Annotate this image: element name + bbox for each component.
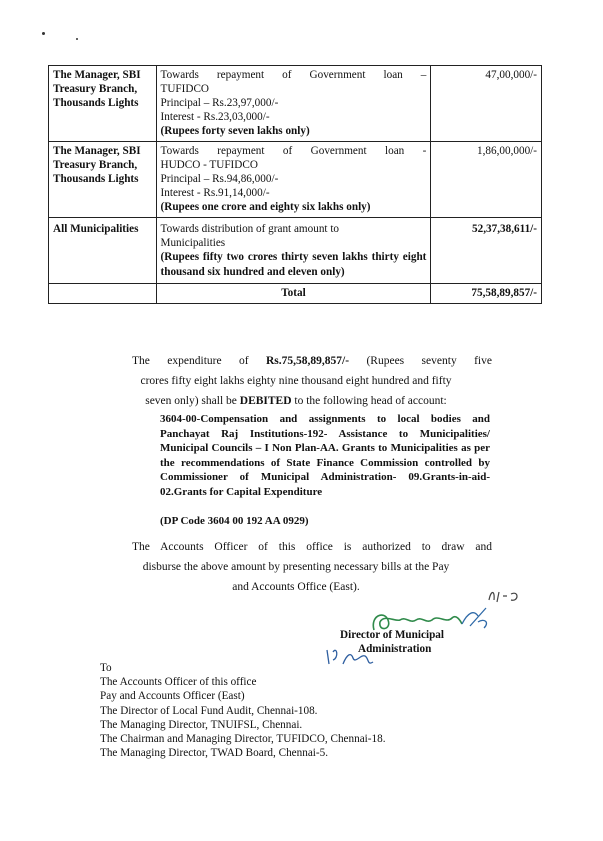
description-cell [156, 218, 431, 284]
total-amount: 75,58,89,857/- [431, 284, 542, 304]
table-row [49, 66, 542, 142]
dp-code: (DP Code 3604 00 192 AA 0929) [160, 515, 309, 527]
interest-line: Interest - Rs.91,14,000/- [160, 187, 270, 199]
description-line: Municipalities [160, 237, 226, 249]
empty-cell [49, 284, 157, 304]
scan-speck [76, 38, 78, 40]
principal-line: Principal – Rs.23,97,000/- [160, 97, 279, 109]
copy-to-list [100, 661, 386, 760]
list-item: The Accounts Officer of this office [100, 676, 257, 689]
amount-cell: 47,00,000/- [431, 66, 542, 142]
description-line: Towards repayment of Government loan - [160, 145, 427, 157]
description-line: Towards distribution of grant amount to [160, 223, 340, 235]
to-label: To [100, 662, 112, 674]
payee-cell: All Municipalities [49, 218, 157, 284]
total-row [49, 284, 542, 304]
amount-cell: 52,37,38,611/- [431, 218, 542, 284]
table-row [49, 218, 542, 284]
description-cell [156, 66, 431, 142]
payment-table [48, 65, 542, 304]
list-item: The Director of Local Fund Audit, Chennai-108. [100, 704, 318, 717]
expenditure-amount: Rs.75,58,89,857/- [265, 355, 350, 367]
head-of-account: 3604-00-Compensation and assignments to local bodies and Panchayat Raj Institutions-192- Assistance to Municipalities/ Municipal Councils – I Non Plan-AA. Grants to Municipalities as per the recommendations of State Finance Commission controlled by Commissioner of Municipal Administration- 09.Grants-in-aid- 02.Grants for Capital Expenditure [160, 413, 490, 498]
list-item: The Chairman and Managing Director, TUFIDCO, Chennai-18. [100, 733, 386, 746]
payee-cell: The Manager, SBI Treasury Branch, Thousands Lights [49, 142, 157, 218]
debited-label: DEBITED [239, 395, 292, 407]
table-row [49, 142, 542, 218]
interest-line: Interest - Rs.23,03,000/- [160, 111, 270, 123]
description-line: HUDCO - TUFIDCO [160, 159, 258, 171]
signatory-dept: Administration [358, 643, 432, 655]
list-item: The Managing Director, TNUIFSL, Chennai. [100, 718, 303, 731]
amount-in-words: (Rupees forty seven lakhs only) [160, 125, 310, 137]
description-cell [156, 142, 431, 218]
amount-cell: 1,86,00,000/- [431, 142, 542, 218]
amount-in-words: (Rupees one crore and eighty six lakhs only) [160, 201, 371, 213]
amount-in-words: (Rupees fifty two crores thirty seven lakhs thirty eight thousand six hundred and eleven only) [160, 251, 427, 278]
list-item: The Managing Director, TWAD Board, Chennai-5. [100, 747, 329, 760]
authorization-paragraph: The Accounts Officer of this office is authorized to draw and disburse the above amount by presenting necessary bills at the Pay and Accounts Office (East). [132, 541, 492, 593]
principal-line: Principal – Rs.94,86,000/- [160, 173, 279, 185]
total-label: Total [156, 284, 431, 304]
description-line: Towards repayment of Government loan – [160, 69, 427, 81]
payee-cell: The Manager, SBI Treasury Branch, Thousands Lights [49, 66, 157, 142]
list-item: Pay and Accounts Officer (East) [100, 690, 245, 703]
expenditure-paragraph: The expenditure of Rs.75,58,89,857/- (Rupees seventy five crores fifty eight lakhs eighty nine thousand eight hundred and fifty seven only) shall be DEBITED to the following head of account: [132, 355, 492, 407]
description-line: TUFIDCO [160, 83, 209, 95]
scan-speck [42, 32, 45, 35]
signatory-title: Director of Municipal [340, 629, 444, 641]
